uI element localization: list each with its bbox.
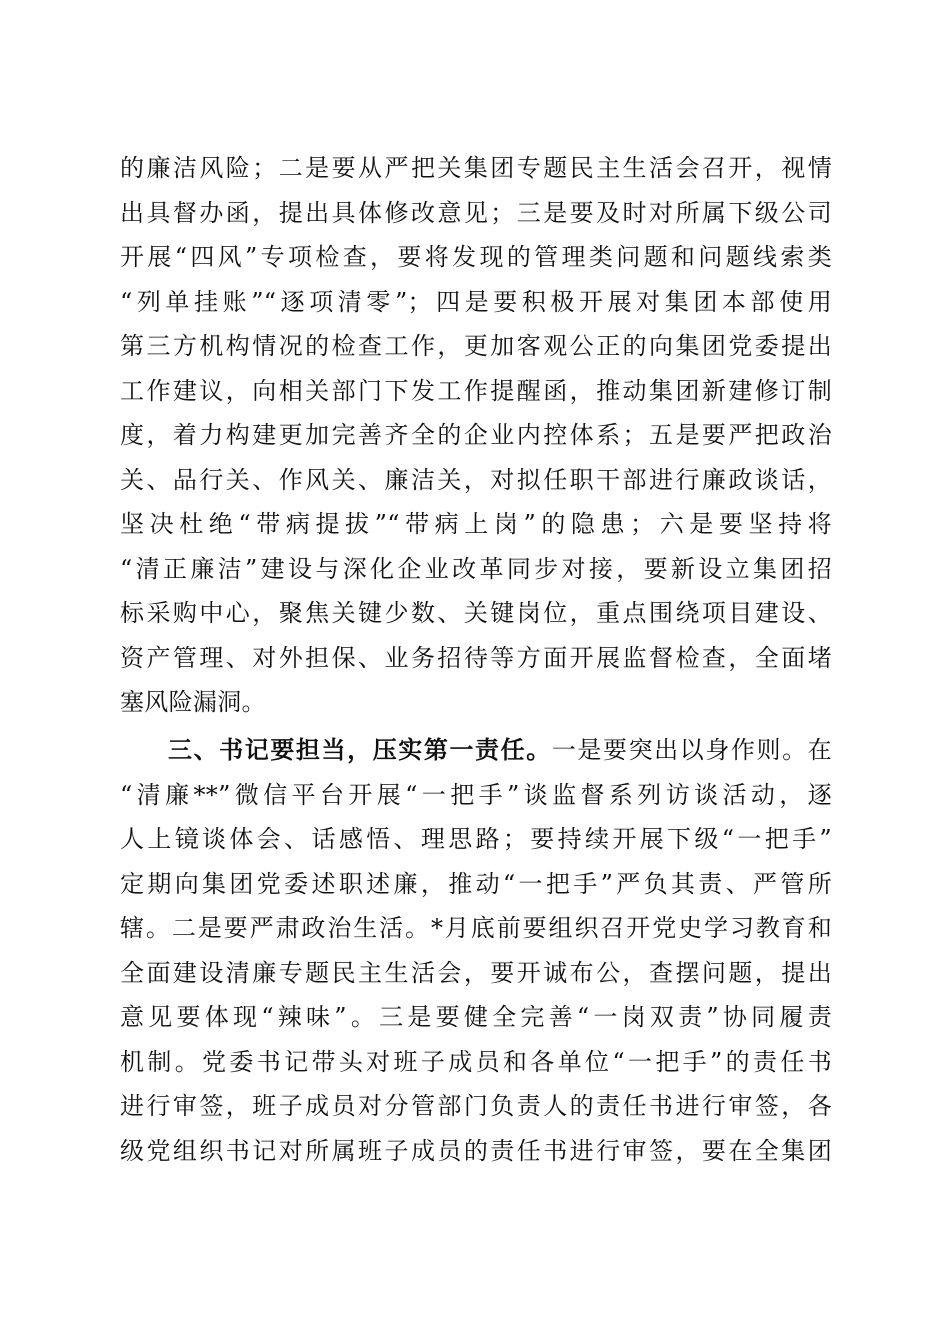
text-line: 度，着力构建更加完善齐全的企业内控体系；五是要严把政治 [120, 421, 832, 449]
text-line: 坚决杜绝“带病提拔”“带病上岗”的隐患；六是要坚持将 [120, 510, 832, 538]
text-line: “清廉**”微信平台开展“一把手”谈监督系列访谈活动，逐 [120, 780, 832, 809]
text-line: 意见要体现“辣味”。三是要健全完善“一岗双责”协同履责 [120, 1003, 832, 1031]
text-line: 定期向集团党委述职述廉，推动“一把手”严负其责、严管所 [120, 869, 832, 898]
text-line: 的廉洁风险；二是要从严把关集团专题民主生活会召开，视情 [120, 154, 832, 182]
paragraph-continued [120, 146, 832, 725]
text-line: 资产管理、对外担保、业务招待等方面开展监督检查，全面堵 [120, 643, 832, 672]
section-heading: 三、书记要担当，压实第一责任。 [168, 735, 552, 764]
text-line: 工作建议，向相关部门下发工作提醒函，推动集团新建修订制 [120, 376, 832, 405]
text-line: 辖。二是要严肃政治生活。*月底前要组织召开党史学习教育和 [120, 914, 832, 942]
text-line: “列单挂账”“逐项清零”；四是要积极开展对集团本部使用 [120, 287, 832, 316]
text-line: 出具督办函，提出具体修改意见；三是要及时对所属下级公司 [120, 198, 832, 227]
text-line: 关、品行关、作风关、廉洁关，对拟任职干部进行廉政谈话， [120, 465, 832, 494]
text-line: 全面建设清廉专题民主生活会，要开诚布公，查摆问题，提出 [120, 958, 832, 987]
text-line: 第三方机构情况的检查工作，更加客观公正的向集团党委提出 [120, 332, 832, 360]
text-line-last: 塞风险漏洞。 [120, 688, 266, 716]
text-line: 进行审签，班子成员对分管部门负责人的责任书进行审签，各 [120, 1092, 832, 1120]
section-heading-line [120, 728, 832, 773]
text-line: 标采购中心，聚焦关键少数、关键岗位，重点围绕项目建设、 [120, 599, 832, 627]
text-line: “清正廉洁”建设与深化企业改革同步对接，要新设立集团招 [120, 554, 832, 583]
text-line: 机制。党委书记带头对班子成员和各单位“一把手”的责任书 [120, 1047, 832, 1076]
heading-line-rest: 一是要突出以身作则。在 [551, 736, 832, 764]
section-three-paragraph [120, 728, 832, 1173]
text-line: 级党组织书记对所属班子成员的责任书进行审签，要在全集团 [120, 1136, 832, 1165]
text-line: 开展“四风”专项检查，要将发现的管理类问题和问题线索类 [120, 243, 832, 271]
text-line: 人上镜谈体会、话感悟、理思路；要持续开展下级“一把手” [120, 825, 832, 853]
